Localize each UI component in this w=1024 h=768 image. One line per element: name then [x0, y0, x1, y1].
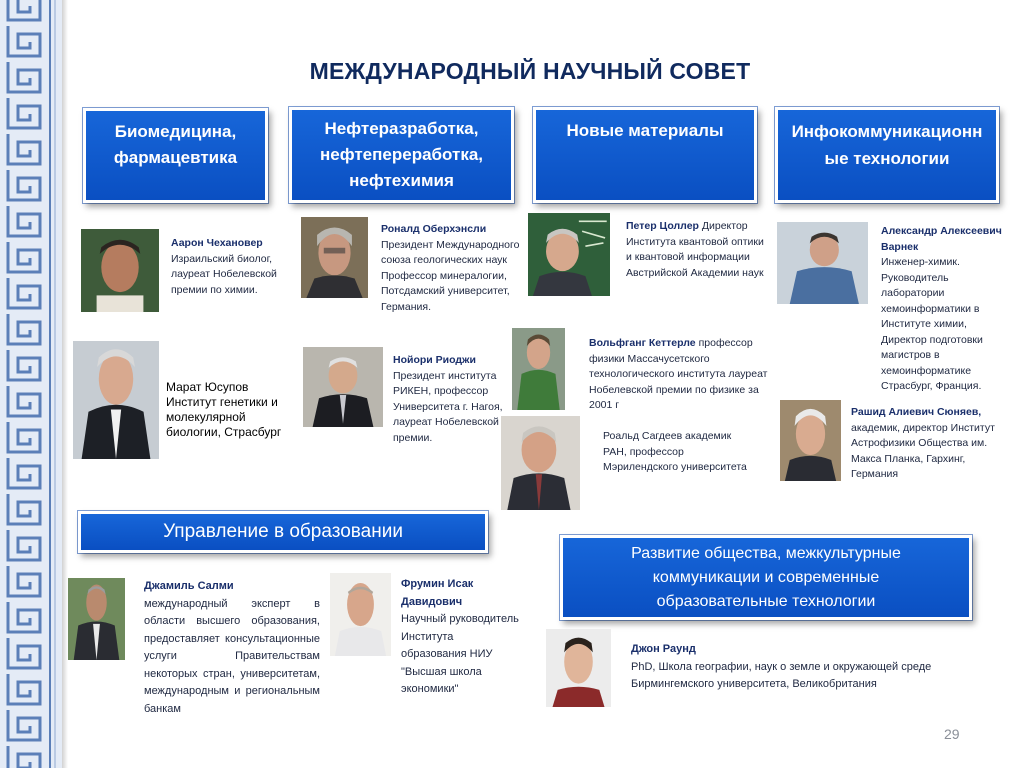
- photo-zoller: [528, 213, 610, 296]
- category-label: Новые материалы: [566, 121, 724, 140]
- category-label: Биомедицина, фармацевтика: [113, 122, 238, 167]
- bio-salmi: [144, 578, 320, 718]
- person-desc: Институт генетики и молекулярной биологии, Страсбург: [166, 395, 282, 439]
- bio-yusupov: [166, 380, 294, 440]
- person-name: Джон Раунд: [631, 643, 696, 655]
- person-name: Александр Алексеевич Варнек: [881, 225, 1002, 253]
- bio-chekhanover: [171, 236, 279, 298]
- category-oil: [289, 107, 514, 203]
- person-desc: Президент института РИКЕН, профессор Университета г. Нагоя, лауреат Нобелевской премии.: [393, 369, 503, 444]
- category-infocom: [775, 107, 999, 203]
- bio-noyori: [393, 353, 513, 446]
- photo-salmi: [68, 578, 125, 660]
- photo-noyori: [303, 347, 383, 427]
- person-desc: Роальд Сагдеев академик РАН, профессор Мэрилендского университета: [603, 430, 747, 473]
- person-desc: Израильский биолог, лауреат Нобелевской премии по химии.: [171, 252, 277, 296]
- category-label: Управление в образовании: [163, 521, 403, 542]
- person-desc: международный эксперт в области высшего образования, предоставляет консультационные услуги Правительствам некоторых стран, университетам, международным и региональным банкам: [144, 597, 320, 715]
- bio-syunyaev: [851, 405, 1011, 483]
- bio-zoller: [626, 219, 766, 281]
- page-title: МЕЖДУНАРОДНЫЙ НАУЧНЫЙ СОВЕТ: [309, 58, 751, 84]
- person-name: Вольфганг Кеттерле: [589, 337, 696, 349]
- person-name: Джамиль Салми: [144, 580, 234, 592]
- greek-key-border: [0, 0, 62, 768]
- category-biomedicine: [83, 108, 268, 203]
- person-desc: академик, директор Институт Астрофизики Общества им. Макса Планка, Гархинг, Германия: [851, 421, 995, 480]
- bio-ketterle: [589, 336, 774, 414]
- photo-oberhaensli: [301, 217, 368, 298]
- bio-frumin: [401, 576, 521, 699]
- bio-sagdeev: [603, 429, 753, 476]
- person-desc: Директор Института квантовой оптики и квантовой информации Австрийской Академии наук: [626, 220, 764, 279]
- person-name: Аарон Чехановер: [171, 237, 263, 249]
- photo-chekhanover: [81, 229, 159, 312]
- photo-round: [546, 629, 611, 707]
- person-name: Нойори Риоджи: [393, 354, 476, 366]
- person-desc: Президент Международного союза геологических наук Профессор минералогии, Потсдамский университет, Германия.: [381, 238, 520, 313]
- person-name: Рашид Алиевич Сюняев,: [851, 406, 982, 418]
- photo-varnek: [777, 222, 868, 304]
- person-name: Роналд Оберхэнсли: [381, 223, 487, 235]
- page-number: 29: [944, 726, 960, 742]
- photo-frumin: [330, 573, 391, 656]
- bio-varnek: [881, 224, 1007, 395]
- category-society-development: [560, 535, 972, 620]
- photo-yusupov: [73, 341, 159, 459]
- photo-syunyaev: [780, 400, 841, 481]
- bio-round: [631, 641, 991, 694]
- photo-ketterle: [512, 328, 565, 410]
- person-desc: Инженер-химик. Руководитель лаборатории хемоинформатики в Институте химии, Директор подготовки магистров в хемоинформатике Страсбург, Франция.: [881, 256, 983, 392]
- person-name: Марат Юсупов: [166, 380, 249, 394]
- category-label: Нефтеразработка, нефтепереработка, нефтехимия: [319, 119, 484, 190]
- category-education-management: [78, 511, 488, 553]
- bio-oberhaensli: [381, 222, 527, 315]
- person-desc: Научный руководитель Института образования НИУ "Высшая школа экономики": [401, 613, 519, 695]
- person-name: Фрумин Исак Давидович: [401, 578, 474, 608]
- person-desc: профессор физики Массачусетского технологического института лауреат Нобелевской премии по физике за 2001 г: [589, 337, 768, 411]
- category-label: Развитие общества, межкультурные коммуникации и современные образовательные технологии: [631, 544, 901, 610]
- category-label: Инфокоммуникационные технологии: [791, 122, 983, 168]
- person-name: Петер Цоллер: [626, 220, 699, 232]
- person-desc: PhD, Школа географии, наук о земле и окружающей среде Бирмингемского университета, Великобритания: [631, 660, 932, 690]
- category-materials: [533, 107, 757, 203]
